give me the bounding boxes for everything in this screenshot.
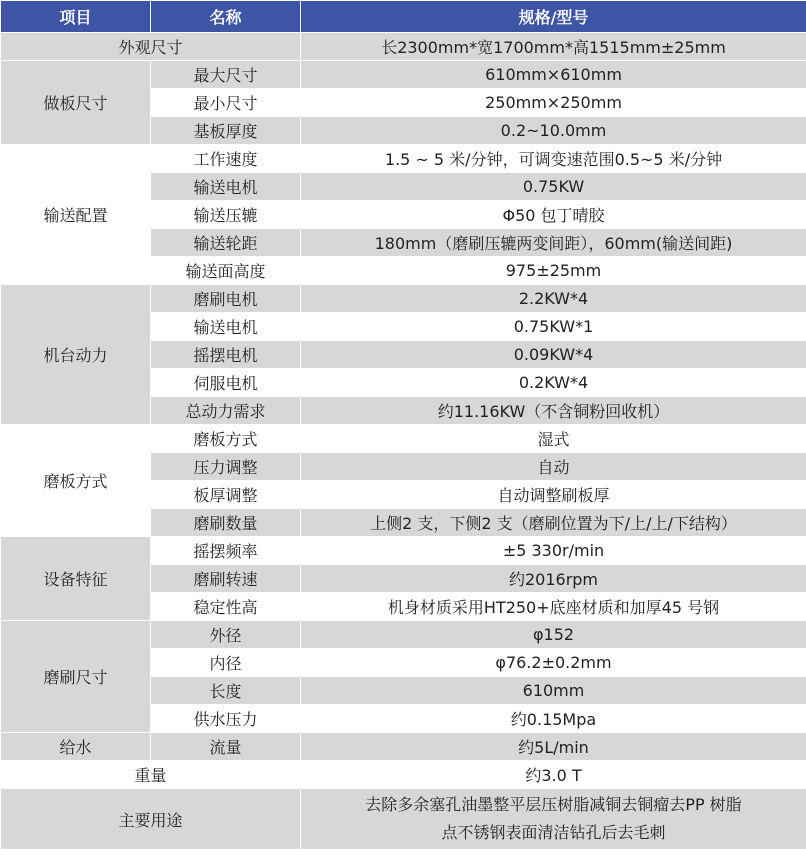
header-row <box>1 1 806 33</box>
spec-line: 去除多余塞孔油墨整平层压树脂减铜去铜瘤去PP 树脂 <box>365 795 742 814</box>
spec-cell: 975±25mm <box>301 257 806 285</box>
spec-cell: 约0.15Mpa <box>301 705 806 733</box>
spec-cell: 机身材质采用HT250+底座材质和加厚45 号钢 <box>301 593 806 621</box>
spec-cell: 湿式 <box>301 425 806 453</box>
table-row <box>1 425 806 453</box>
spec-cell: 0.09KW*4 <box>301 341 806 369</box>
name-cell: 板厚调整 <box>151 481 301 509</box>
item-cell: 主要用途 <box>1 789 301 850</box>
name-cell: 伺服电机 <box>151 369 301 397</box>
spec-line: 点不锈钢表面清洁钻孔后去毛刺 <box>441 823 666 842</box>
header-item: 项目 <box>1 1 151 33</box>
name-cell: 基板厚度 <box>151 117 301 145</box>
spec-cell: 610mm <box>301 677 806 705</box>
name-cell: 压力调整 <box>151 453 301 481</box>
name-cell: 总动力需求 <box>151 397 301 425</box>
spec-cell: 自动 <box>301 453 806 481</box>
name-cell: 稳定性高 <box>151 593 301 621</box>
table-row <box>1 61 806 89</box>
spec-cell: 0.75KW <box>301 173 806 201</box>
name-cell: 内径 <box>151 649 301 677</box>
item-cell: 设备特征 <box>1 537 151 621</box>
name-cell: 摇摆频率 <box>151 537 301 565</box>
name-cell: 磨刷电机 <box>151 285 301 313</box>
name-cell: 输送压辘 <box>151 201 301 229</box>
name-cell: 摇摆电机 <box>151 341 301 369</box>
item-cell: 输送配置 <box>1 145 151 285</box>
spec-cell: 0.75KW*1 <box>301 313 806 341</box>
spec-cell: 约2016rpm <box>301 565 806 593</box>
name-cell: 最大尺寸 <box>151 61 301 89</box>
name-cell: 输送面高度 <box>151 257 301 285</box>
spec-cell: 约5L/min <box>301 733 806 761</box>
name-cell: 输送电机 <box>151 173 301 201</box>
table-row <box>1 621 806 649</box>
header-name: 名称 <box>151 1 301 33</box>
spec-cell: ±5 330r/min <box>301 537 806 565</box>
spec-cell: 180mm（磨刷压辘两变间距），60mm(输送间距) <box>301 229 806 257</box>
name-cell: 供水压力 <box>151 705 301 733</box>
table-row <box>1 733 806 761</box>
spec-cell: 约3.0 T <box>301 761 806 789</box>
spec-cell: 1.5 ~ 5 米/分钟，可调变速范围0.5~5 米/分钟 <box>301 145 806 173</box>
spec-cell: 0.2KW*4 <box>301 369 806 397</box>
table-row <box>1 537 806 565</box>
spec-cell: 610mm×610mm <box>301 61 806 89</box>
table-row <box>1 761 806 789</box>
item-cell: 机台动力 <box>1 285 151 425</box>
spec-cell: 上侧2 支，下侧2 支（磨刷位置为下/上/上/下结构） <box>301 509 806 537</box>
name-cell: 工作速度 <box>151 145 301 173</box>
table-row <box>1 789 806 850</box>
spec-cell: 自动调整刷板厚 <box>301 481 806 509</box>
spec-cell: 长2300mm*宽1700mm*高1515mm±25mm <box>301 33 806 61</box>
name-cell: 磨板方式 <box>151 425 301 453</box>
header-spec: 规格/型号 <box>301 1 806 33</box>
item-cell: 外观尺寸 <box>1 33 301 61</box>
item-cell: 给水 <box>1 733 151 761</box>
spec-cell: φ152 <box>301 621 806 649</box>
name-cell: 磨刷数量 <box>151 509 301 537</box>
name-cell: 磨刷转速 <box>151 565 301 593</box>
spec-cell: Φ50 包丁晴胶 <box>301 201 806 229</box>
name-cell: 输送电机 <box>151 313 301 341</box>
name-cell: 长度 <box>151 677 301 705</box>
name-cell: 外径 <box>151 621 301 649</box>
spec-cell: 2.2KW*4 <box>301 285 806 313</box>
table-row <box>1 33 806 61</box>
spec-cell <box>301 789 806 850</box>
item-cell: 重量 <box>1 761 301 789</box>
item-cell: 磨板方式 <box>1 425 151 537</box>
name-cell: 输送轮距 <box>151 229 301 257</box>
table-row <box>1 145 806 173</box>
name-cell: 流量 <box>151 733 301 761</box>
name-cell: 最小尺寸 <box>151 89 301 117</box>
spec-cell: 250mm×250mm <box>301 89 806 117</box>
spec-cell: 0.2~10.0mm <box>301 117 806 145</box>
table-row <box>1 285 806 313</box>
spec-cell: φ76.2±0.2mm <box>301 649 806 677</box>
item-cell: 做板尺寸 <box>1 61 151 145</box>
item-cell: 磨刷尺寸 <box>1 621 151 733</box>
spec-cell: 约11.16KW（不含铜粉回收机） <box>301 397 806 425</box>
